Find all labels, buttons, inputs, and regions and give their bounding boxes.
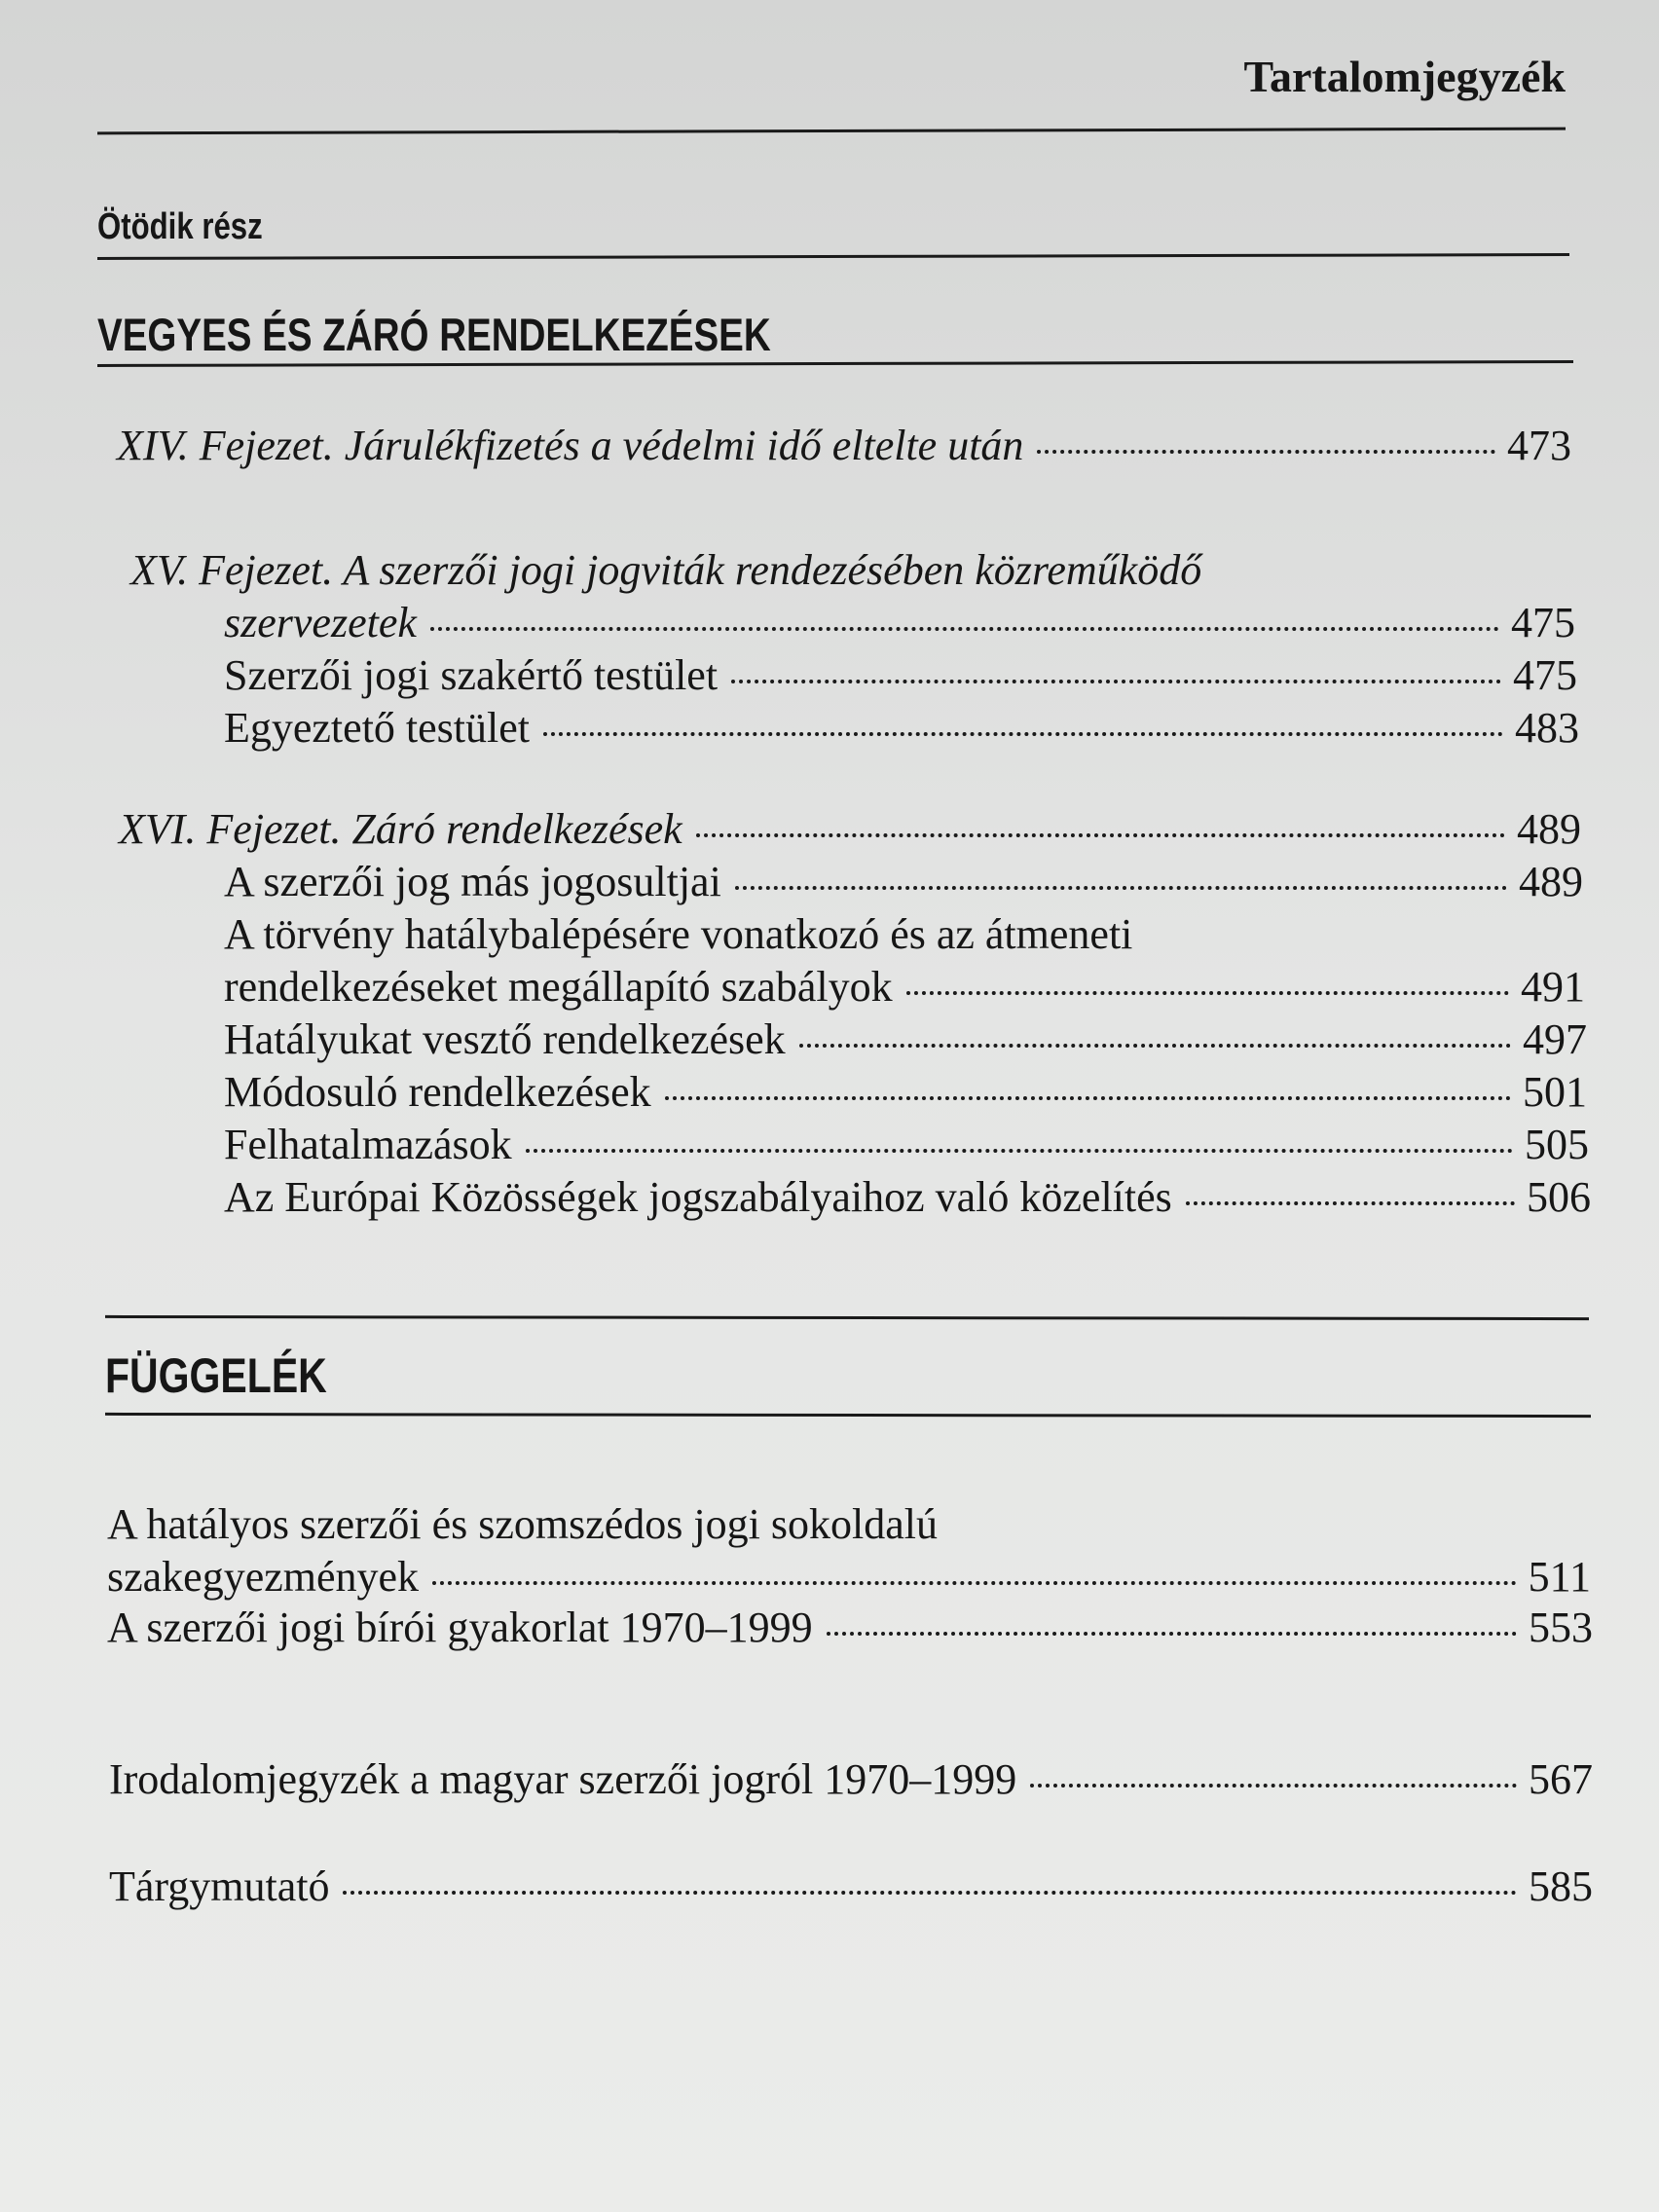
part-label-rule bbox=[97, 253, 1569, 260]
toc-entry-label: Felhatalmazások bbox=[224, 1121, 512, 1168]
dot-leader bbox=[799, 1044, 1511, 1048]
toc-entry-label: Szerzői jogi szakértő testület bbox=[224, 651, 719, 699]
part-title: VEGYES ÉS ZÁRÓ RENDELKEZÉSEK bbox=[97, 309, 771, 360]
header-rule bbox=[97, 128, 1566, 135]
toc-entry-targymutato[interactable] bbox=[109, 1862, 1593, 1911]
dot-leader bbox=[1037, 450, 1495, 454]
toc-page-number: 475 bbox=[1513, 651, 1577, 699]
dot-leader bbox=[696, 833, 1505, 837]
toc-entry-label: rendelkezéseket megállapító szabályok bbox=[224, 963, 893, 1011]
toc-entry-modosulo[interactable] bbox=[224, 1067, 1587, 1117]
dot-leader bbox=[432, 1581, 1517, 1585]
appendix-entry1-line1: A hatályos szerzői és szomszédos jogi sokoldalú bbox=[107, 1500, 938, 1548]
toc-entry-label: Tárgymutató bbox=[109, 1862, 330, 1910]
toc-page-number: 489 bbox=[1519, 858, 1583, 905]
toc-page-number: 511 bbox=[1528, 1553, 1591, 1601]
toc-entry-label: XVI. Fejezet. Záró rendelkezések bbox=[119, 805, 682, 853]
dot-leader bbox=[1030, 1784, 1517, 1788]
toc-entry-felhatalmazasok[interactable] bbox=[224, 1120, 1589, 1169]
chapter-15-title-line1: XV. Fejezet. A szerzői jogi jogviták rendezésében közreműködő bbox=[130, 546, 1202, 594]
toc-page-number: 483 bbox=[1515, 704, 1579, 752]
appendix-top-rule bbox=[105, 1315, 1589, 1320]
running-header: Tartalomjegyzék bbox=[1243, 52, 1566, 101]
toc-page-number: 506 bbox=[1527, 1173, 1591, 1221]
toc-page-number: 475 bbox=[1511, 599, 1575, 646]
toc-entry-hatalybalepes[interactable] bbox=[224, 962, 1585, 1012]
toc-page-number: 497 bbox=[1523, 1015, 1587, 1063]
toc-entry-label: A szerzői jog más jogosultjai bbox=[224, 858, 721, 905]
dot-leader bbox=[906, 991, 1509, 995]
part-title-rule bbox=[97, 360, 1573, 367]
toc-entry-szakegyezmenyek[interactable] bbox=[107, 1552, 1591, 1602]
toc-page-number: 491 bbox=[1521, 963, 1585, 1011]
toc-entry-label: szervezetek bbox=[224, 599, 417, 646]
appendix-title: FÜGGELÉK bbox=[105, 1348, 327, 1403]
toc-entry-label: Hatályukat vesztő rendelkezések bbox=[224, 1015, 786, 1063]
dot-leader bbox=[731, 680, 1501, 683]
toc-page-number: 553 bbox=[1529, 1604, 1593, 1651]
toc-entry-label: szakegyezmények bbox=[107, 1553, 420, 1601]
appendix-bottom-rule bbox=[105, 1413, 1591, 1418]
toc-page-number: 567 bbox=[1529, 1755, 1593, 1803]
dot-leader bbox=[343, 1891, 1517, 1895]
toc-entry-label: A szerzői jogi bírói gyakorlat 1970–1999 bbox=[107, 1604, 813, 1651]
toc-entry-label: Irodalomjegyzék a magyar szerzői jogról 1970–1999 bbox=[109, 1755, 1017, 1803]
toc-entry-chapter-15[interactable] bbox=[224, 598, 1575, 647]
dot-leader bbox=[665, 1096, 1511, 1100]
toc-entry-chapter-14[interactable] bbox=[117, 421, 1571, 470]
dot-leader bbox=[1186, 1201, 1515, 1205]
toc-entry-europai-kozossegek[interactable] bbox=[224, 1172, 1591, 1222]
dot-leader bbox=[543, 732, 1503, 736]
toc-page-number: 585 bbox=[1529, 1862, 1593, 1910]
toc-page-number: 501 bbox=[1523, 1068, 1587, 1116]
toc-entry-label: Egyeztető testület bbox=[224, 704, 530, 752]
toc-page-number: 505 bbox=[1525, 1121, 1589, 1168]
toc-entry-chapter-16[interactable] bbox=[119, 804, 1581, 854]
dot-leader bbox=[827, 1632, 1517, 1636]
toc-entry-biroi-gyakorlat[interactable] bbox=[107, 1603, 1593, 1652]
dot-leader bbox=[735, 886, 1507, 890]
toc-page-number: 489 bbox=[1517, 805, 1581, 853]
part-label: Ötödik rész bbox=[97, 206, 263, 247]
hatalybalepes-line1: A törvény hatálybalépésére vonatkozó és az átmeneti bbox=[224, 910, 1133, 958]
toc-page-number: 473 bbox=[1507, 422, 1571, 469]
toc-entry-irodalomjegyzek[interactable] bbox=[109, 1754, 1593, 1804]
dot-leader bbox=[430, 627, 1499, 631]
toc-entry-egyezteto-testulet[interactable] bbox=[224, 703, 1579, 753]
toc-entry-mas-jogosultak[interactable] bbox=[224, 857, 1583, 906]
toc-entry-label: Az Európai Közösségek jogszabályaihoz való közelítés bbox=[224, 1173, 1172, 1221]
toc-entry-label: Módosuló rendelkezések bbox=[224, 1068, 651, 1116]
toc-entry-szakerto-testulet[interactable] bbox=[224, 650, 1577, 700]
toc-entry-label: XIV. Fejezet. Járulékfizetés a védelmi idő eltelte után bbox=[117, 422, 1024, 469]
dot-leader bbox=[526, 1149, 1513, 1153]
toc-entry-hatalyukat-veszto[interactable] bbox=[224, 1014, 1587, 1064]
